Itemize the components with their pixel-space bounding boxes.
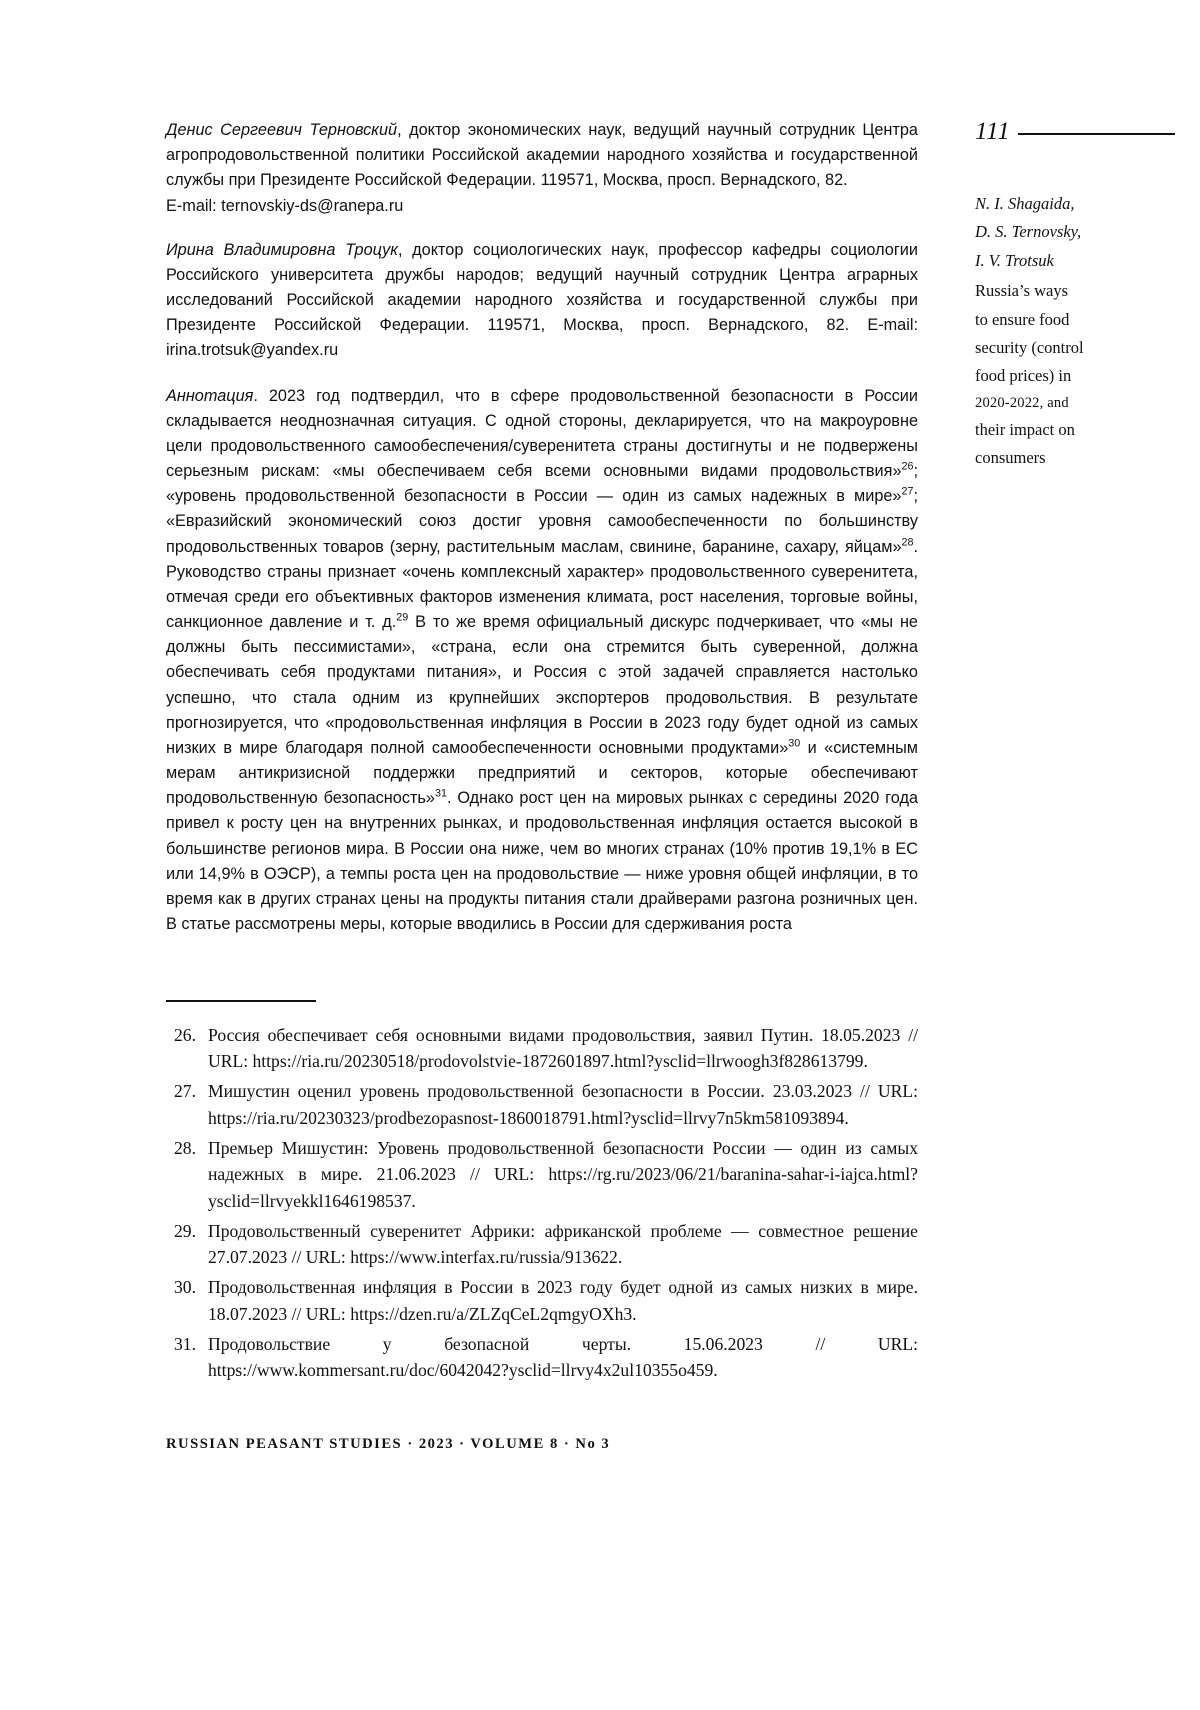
author-email-1: E-mail: ternovskiy-ds@ranepa.ru (166, 196, 404, 215)
abstract-text-4: . Руководство страны признает «очень комплексный характер» продовольственного суверенитета, отмечая среди его объективных факторов изменения климата, рост населения, торговые войны, санкционное давление и т. д. (166, 537, 918, 632)
abstract-text-2: ; «уровень продовольственной безопасности в России — один из самых надежных в мире» (166, 462, 918, 506)
abstract-text-3: ; «Евразийский экономический союз достиг уровня самообеспеченности по большинству продовольственных товаров (зерну, растительным маслам, свинине, баранине, сахару, яйцам» (166, 487, 918, 556)
abstract-paragraph (166, 384, 918, 938)
footnote-number: 28. (174, 1137, 196, 1158)
page-number: 111 (975, 118, 1011, 145)
footnote-text: Премьер Мишустин: Уровень продовольственной безопасности России — один из самых надежных в мире. 21.06.2023 // URL: https://rg.ru/2023/06/21/baranina-sahar-i-iajca.html?ysclid=llrvyekkl1646198537. (208, 1137, 918, 1211)
footnote-list (166, 1022, 918, 1385)
running-title-line-7: consumers (975, 447, 1046, 467)
running-title-line-3: security (control (975, 337, 1084, 357)
author-name-1: Денис Сергеевич Терновский (166, 121, 398, 139)
footnote-number: 26. (174, 1024, 196, 1045)
footnote-text: Россия обеспечивает себя основными видами продовольствия, заявил Путин. 18.05.2023 // URL: https://ria.ru/20230518/prodovolstvie-1872601897.html?ysclid=llrwoogh3f828613799. (208, 1024, 918, 1072)
footnote-separator-rule (166, 1000, 316, 1002)
running-title-line-2: to ensure food (975, 309, 1070, 329)
footnote-ref-30[interactable]: 30 (788, 737, 801, 750)
footnote-text: Продовольственный суверенитет Африки: африканской проблеме — совместное решение 27.07.2023 // URL: https://www.interfax.ru/russia/913622. (208, 1220, 918, 1268)
running-author-3: I. V. Trotsuk (975, 250, 1054, 270)
footnote-item (166, 1331, 918, 1384)
running-title-line-1: Russia’s ways (975, 281, 1069, 301)
footnote-number: 31. (174, 1333, 196, 1354)
footnote-number: 30. (174, 1277, 196, 1298)
footnote-number: 27. (174, 1081, 196, 1102)
running-title-line-4: food prices) in (975, 366, 1072, 386)
author-affiliation-text-1: , доктор экономических наук, ведущий научный сотрудник Центра агропродовольственной политики Российской академии народного хозяйства и государственной службы при Президенте Российской Федерации. 119571, Москва, просп. Вернадского, 82. (166, 121, 918, 190)
author-name-2: Ирина Владимировна Троцук (166, 240, 398, 259)
page-footer: RUSSIAN PEASANT STUDIES · 2023 · VOLUME 8 · No 3 (166, 1436, 611, 1452)
running-author-2: D. S. Ternovsky, (975, 222, 1082, 242)
abstract-text-1: . 2023 год подтвердил, что в сфере продовольственной безопасности в России складывается неоднозначная ситуация. С одной стороны, декларируется, что на макроуровне цели продовольственного самообеспечения/суверенитета страны достигнуты и не подвержены серьезным рискам: «мы обеспечиваем себя всеми основными видами продовольствия» (166, 386, 918, 481)
running-title (975, 277, 1175, 472)
footnote-ref-29[interactable]: 29 (396, 611, 409, 624)
author-affiliation-1 (166, 118, 918, 219)
footnote-ref-28[interactable]: 28 (901, 536, 914, 549)
footnotes-section (166, 1000, 918, 1387)
abstract-text-5: В то же время официальный дискурс подчеркивает, что «мы не должны быть пессимистами», «страна, если она стремится быть суверенной, должна обеспечивать себя продуктами питания», и Россия с этой задачей справляется настолько успешно, что стала одним из крупнейших экспортеров продовольствия. В результате прогнозируется, что «продовольственная инфляция в России в 2023 году будет одной из самых низких в мире благодаря полной самообеспеченности основными продуктами» (166, 613, 918, 757)
footnote-ref-26[interactable]: 26 (901, 460, 914, 473)
main-text-column (166, 118, 918, 937)
footnote-text: Продовольственная инфляция в России в 2023 году будет одной из самых низких в мире. 18.07.2023 // URL: https://dzen.ru/a/ZLZqCeL2qmgyOXh3. (208, 1277, 918, 1324)
abstract-text-6: и «системным мерам антикризисной поддержки предприятий и секторов, которые обеспечивают продовольственную безопасность» (166, 738, 919, 808)
footnote-number: 29. (174, 1220, 196, 1241)
footnote-item (166, 1135, 918, 1215)
footnote-item (166, 1078, 918, 1131)
author-affiliation-text-2: , доктор социологических наук, профессор кафедры социологии Российского университета дружбы народов; ведущий научный сотрудник Центра аграрных исследований Российской академии народного хозяйства и государственной службы при Президенте Российской Федерации. 119571, Москва, просп. Вернадского, 82. E-mail: irina.trotsuk@yandex.ru (166, 240, 918, 360)
footnote-item (166, 1218, 918, 1271)
folio-row (975, 118, 1175, 146)
abstract-text-7: . Однако рост цен на мировых рынках с середины 2020 года привел к росту цен на внутренних рынках, и продовольственная инфляция остается высокой в большинстве регионов мира. В России она ниже, чем во многих странах (10% против 19,1% в ЕС или 14,9% в ОЭСР), а темпы роста цен на продовольствие — ниже уровня общей инфляции, в то время как в других странах цены на продукты питания стали драйверами разгона розничных цен. В статье рассмотрены меры, которые вводились в России для сдерживания роста (166, 789, 919, 934)
footnote-item (166, 1274, 918, 1327)
footnote-text: Мишустин оценил уровень продовольственной безопасности в России. 23.03.2023 // URL: https://ria.ru/20230323/prodbezopasnost-1860018791.html?ysclid=llrvy7n5km581093894. (208, 1081, 918, 1128)
running-author-1: N. I. Shagaida, (975, 194, 1075, 213)
author-affiliation-2 (166, 238, 918, 364)
folio-rule (1018, 133, 1175, 135)
running-title-line-5: 2020-2022, and (975, 394, 1069, 411)
footnote-ref-31[interactable]: 31 (434, 787, 447, 800)
running-authors (975, 190, 1175, 275)
footnote-ref-27[interactable]: 27 (901, 485, 914, 498)
footnote-text: Продовольствие у безопасной черты. 15.06.2023 // URL: https://www.kommersant.ru/doc/6042042?ysclid=llrvy4x2ul10355o459. (208, 1333, 918, 1381)
margin-running-head (975, 118, 1175, 472)
footnote-item (166, 1022, 918, 1075)
abstract-label: Аннотация (166, 386, 254, 405)
running-title-line-6: their impact on (975, 419, 1075, 439)
